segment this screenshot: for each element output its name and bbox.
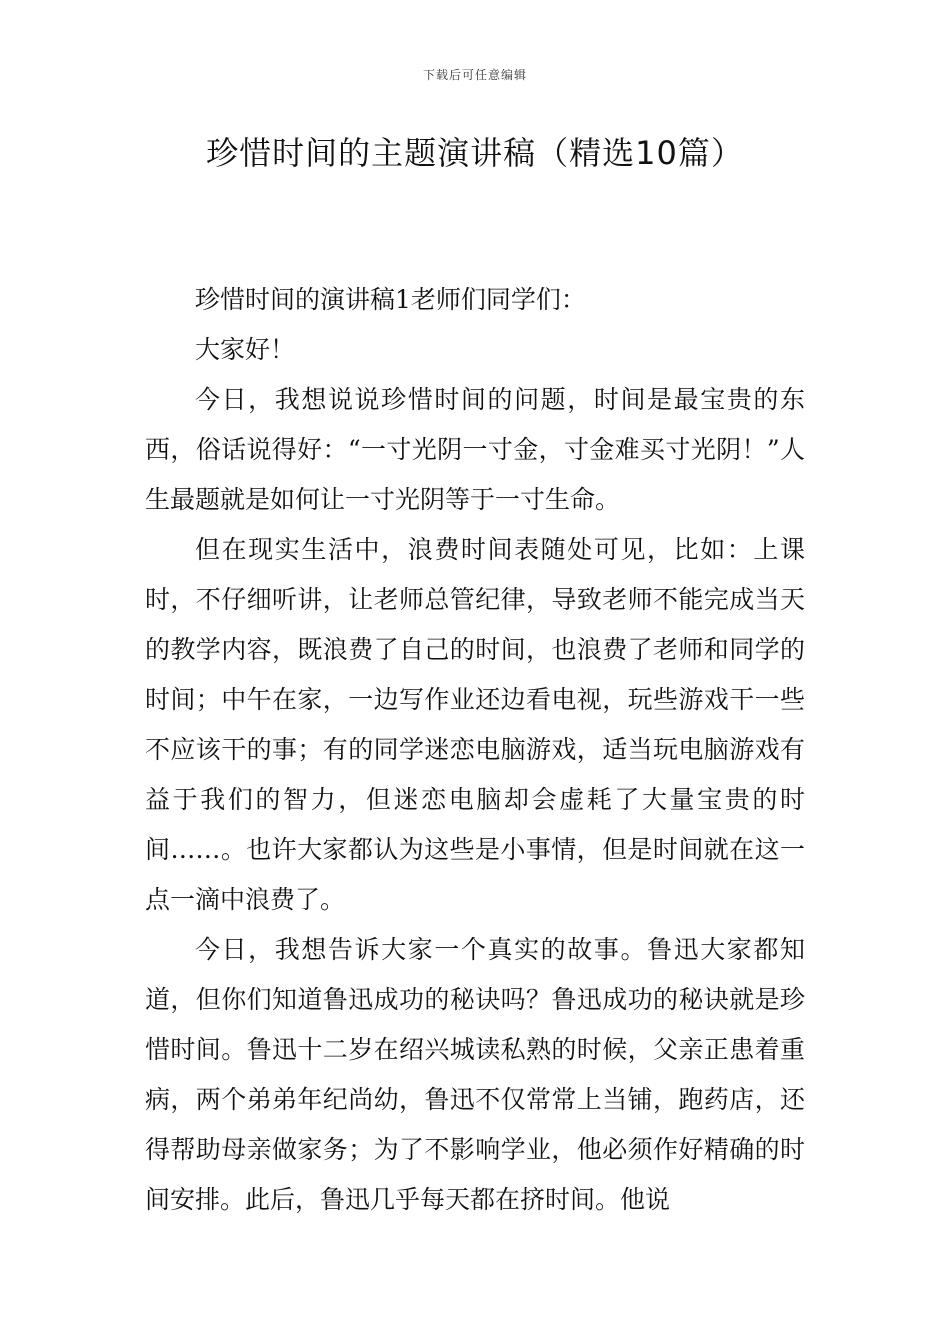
salutation-paragraph: 珍惜时间的演讲稿1老师们同学们： bbox=[195, 285, 586, 314]
document-title: 珍惜时间的主题演讲稿（精选10篇） bbox=[206, 134, 744, 172]
greeting-paragraph: 大家好！ bbox=[195, 335, 296, 364]
document-body bbox=[145, 275, 805, 1225]
body-paragraph: 今日，我想告诉大家一个真实的故事。鲁迅大家都知道，但你们知道鲁迅成功的秘诀吗？鲁迅成功的秘诀就是珍惜时间。鲁迅十二岁在绍兴城读私熟的时候，父亲正患着重病，两个弟弟年纪尚幼，鲁迅不仅常常上当铺，跑药店，还得帮助母亲做家务；为了不影响学业，他必须作好精确的时间安排。此后，鲁迅几乎每天都在挤时间。他说 bbox=[145, 935, 805, 1214]
body-paragraph: 但在现实生活中，浪费时间表随处可见，比如：上课时，不仔细听讲，让老师总管纪律，导致老师不能完成当天的教学内容，既浪费了自己的时间，也浪费了老师和同学的时间；中午在家，一边写作业还边看电视，玩些游戏干一些不应该干的事；有的同学迷恋电脑游戏，适当玩电脑游戏有益于我们的智力，但迷恋电脑却会虚耗了大量宝贵的时间……。也许大家都认为这些是小事情，但是时间就在这一点一滴中浪费了。 bbox=[145, 535, 805, 914]
body-paragraph: 今日，我想说说珍惜时间的问题，时间是最宝贵的东西，俗话说得好：“一寸光阴一寸金，寸金难买寸光阴！”人生最题就是如何让一寸光阴等于一寸生命。 bbox=[145, 385, 805, 514]
header-note: 下载后可任意编辑 bbox=[422, 68, 527, 82]
